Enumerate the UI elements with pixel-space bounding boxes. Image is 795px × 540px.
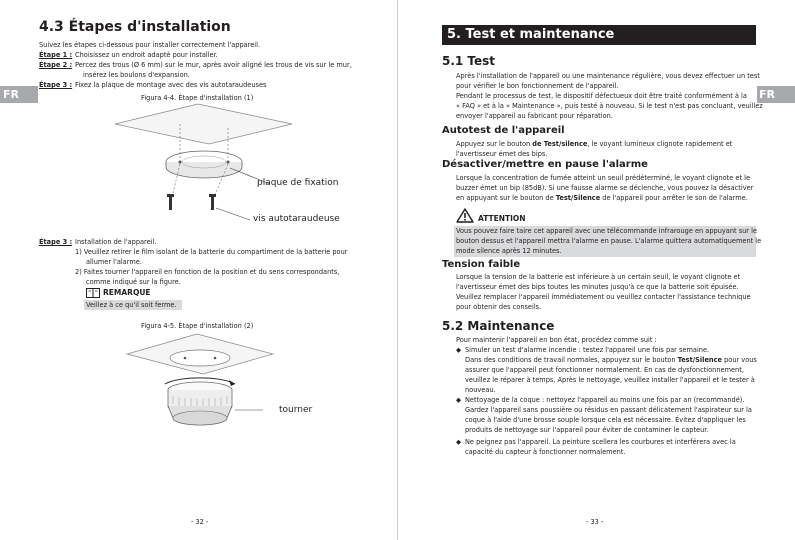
paragraph-line: Lorsque la tension de la batterie est inférieure à un certain seuil, le voyant clignote et [456,273,741,281]
step-text: Percez des trous (Ø 6 mm) sur le mur, après avoir aligné les trous de vis sur le mur, [75,61,352,69]
paragraph-line: Veuillez remplacer l'appareil immédiatement ou veuillez contacter l'assistance technique [456,293,751,301]
plate-label: plaque de fixation [257,178,339,188]
remark-text: Veillez à ce qu'il soit ferme. [86,301,177,309]
intro-text: Suivez les étapes ci-dessous pour installer correctement l'appareil. [39,41,261,49]
bullet-line: Dans des conditions de travail normales, appuyez sur le bouton Test/Silence pour vous [465,356,757,364]
attention-line: mode silence après 12 minutes. [456,247,562,255]
language-tab: FR [757,86,795,103]
page-number: - 33 - [586,518,604,526]
section-heading: 5.1 Test [442,54,496,68]
paragraph-line: Après l'installation de l'appareil ou une maintenance régulière, vous devez effectuer un test [456,72,760,80]
paragraph-line: buzzer émet un bip (85dB). Si une fausse alarme se déclenche, vous pouvez la désactiver [456,184,754,192]
bullet-line: produits de nettoyage sur l'appareil pour éviter de contaminer le capteur. [465,426,709,434]
left-page [0,0,397,540]
chapter-banner: 5. Test et maintenance [442,25,756,45]
step-label: Étape 3 : [39,238,73,246]
step-label: Étape 3 : [39,81,73,89]
step-text: Fixez la plaque de montage avec des vis autotaraudeuses [75,81,267,89]
step-text: Choisissez un endroit adapté pour installer. [75,51,218,59]
mounting-plate-illustration [110,102,300,232]
section-heading: 4.3 Étapes d'installation [39,19,231,35]
subsection-heading: Désactiver/mettre en pause l'alarme [442,159,648,170]
bullet-line: Nettoyage de la coque : nettoyez l'appareil au moins une fois par an (recommandé). [465,396,745,404]
paragraph-line: Appuyez sur le bouton de Test/silence, le voyant lumineux clignote rapidement et [456,140,733,148]
paragraph-line: en appuyant sur le bouton de Test/Silence de l'appareil pour arrêter le son de l'alarme. [456,194,748,202]
paragraph-line: pour vérifier le bon fonctionnement de l'appareil. [456,82,619,90]
substep-text: 2) Faites tourner l'appareil en fonction de la position et du sens correspondants, [75,268,340,276]
bullet-line: coque à l'aide d'une brosse souple lorsque cela est nécessaire. Évitez d'appliquer les [465,416,746,424]
paragraph-line: « FAQ » et à la « Maintenance », puis testé à nouveau. Si le test n'est pas concluant, veuillez [456,102,763,110]
paragraph-line: envoyer l'appareil au fabricant pour réparation. [456,112,613,120]
step-text: insérez les boulons d'expansion. [83,71,190,79]
substep-text: 1) Veuillez retirer le film isolant de la batterie du compartiment de la batterie pour [75,248,348,256]
attention-title: ATTENTION [478,214,526,223]
bullet-line: Simuler un test d'alarme incendie : testez l'appareil une fois par semaine. [465,346,710,354]
attention-line: bouton dessus et l'appareil mettra l'alarme en pause. L'alarme quittera automatiquement le [456,237,762,245]
subsection-heading: Tension faible [442,259,521,270]
paragraph-line: l'avertisseur émet des bips. [456,150,548,158]
detector-rotate-illustration [125,332,275,442]
bullet-marker: ◆ [456,346,462,354]
right-page [398,0,795,540]
paragraph-line: Lorsque la concentration de fumée atteint un seuil prédéterminé, le voyant clignote et le [456,174,751,182]
attention-line: Vous pouvez faire taire cet appareil avec une télécommande infrarouge en appuyant sur le [456,227,758,235]
book-icon [86,288,100,298]
paragraph-line: pour obtenir des conseils. [456,303,542,311]
paragraph-line: Pour maintenir l'appareil en bon état, procédez comme suit : [456,336,657,344]
bullet-line: Gardez l'appareil sans poussière ou résidus en passant délicatement l'aspirateur sur la [465,406,752,414]
substep-text: allumer l'alarme. [86,258,142,266]
remark-title: REMARQUE [103,288,151,297]
turn-label: tourner [279,405,313,415]
bullet-line: nouveau. [465,386,496,394]
language-tab: FR [0,86,38,103]
screw-label: vis autotaraudeuse [253,214,340,224]
step-label: Étape 2 : [39,61,73,69]
figure-caption: Figura 4-4. Étape d'installation (1) [141,94,254,102]
subsection-heading: Autotest de l'appareil [442,125,565,136]
paragraph-line: l'avertisseur émet des bips toutes les minutes jusqu'à ce que la batterie soit épuisée. [456,283,739,291]
step-label: Étape 1 : [39,51,73,59]
bullet-marker: ◆ [456,438,462,446]
step-text: Installation de l'appareil. [75,238,157,246]
bullet-line: capacité du capteur à fonctionner normalement. [465,448,626,456]
substep-text: comme indiqué sur la figure. [86,278,181,286]
figure-caption: Figura 4-5. Étape d'installation (2) [141,322,254,330]
bullet-marker: ◆ [456,396,462,404]
page-number: - 32 - [191,518,209,526]
warning-icon [456,208,474,223]
bullet-line: veuillez le réparer à temps. Après le nettoyage, veuillez installer l'appareil et le tester à [465,376,755,384]
section-heading: 5.2 Maintenance [442,319,555,333]
bullet-line: assurer que l'appareil peut fonctionner normalement. En cas de dysfonctionnement, [465,366,744,374]
bullet-line: Ne peignez pas l'appareil. La peinture scellera les courbures et interférera avec la [465,438,736,446]
paragraph-line: Pendant le processus de test, le dispositif défectueux doit être traité conformément à la [456,92,747,100]
